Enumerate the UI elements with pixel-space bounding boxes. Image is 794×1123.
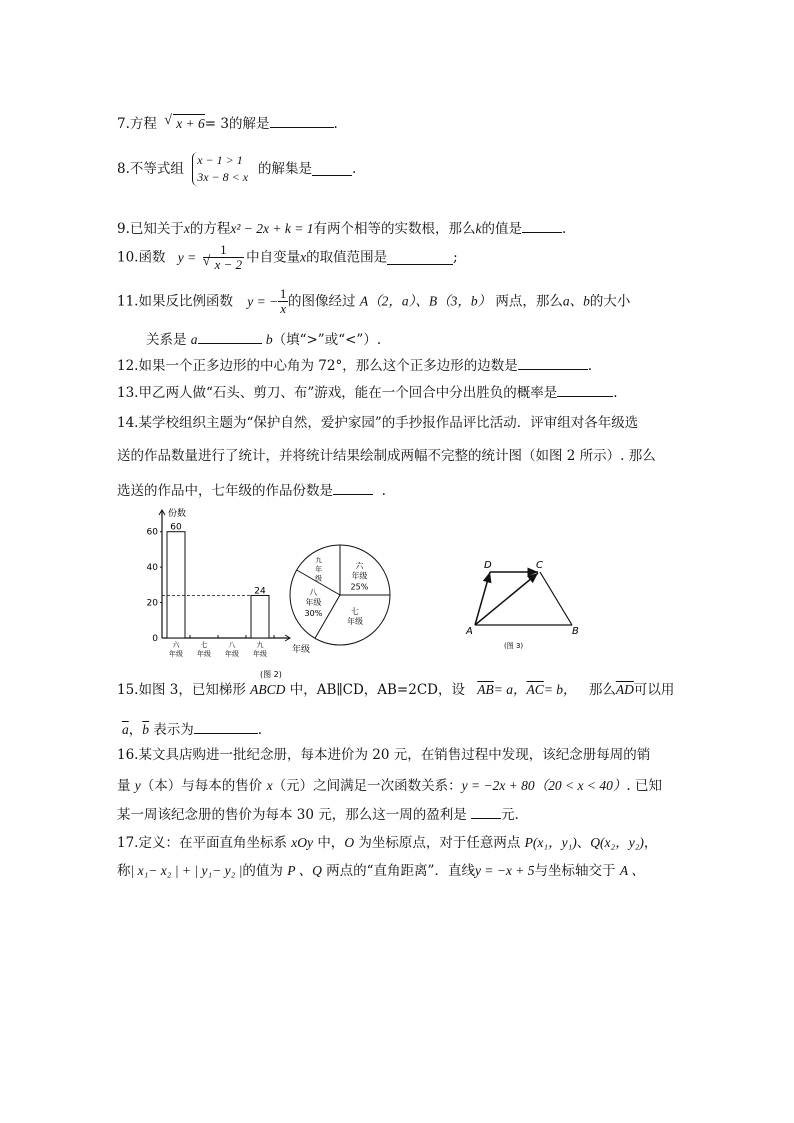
question-number: 10.	[117, 249, 139, 266]
point-label-b: B	[572, 626, 579, 637]
slice-label: 六	[355, 561, 364, 571]
y-tick-label: 60	[146, 527, 158, 538]
question-15-line-2: $\overline{a}$，$\overline{b}$ 表示为 .	[122, 722, 263, 738]
question-13: 13.甲乙两人做“石头、剪刀、布”游戏，能在一个回合中分出胜负的概率是 .	[117, 385, 618, 401]
slice-label: 八	[309, 588, 318, 598]
question-17-line-2: 称| x₁− x₂ | + | y₁− y₂ |的值为 P 、Q 两点的“直角距离”．直线y = −x + 5与坐标轴交于 A 、	[117, 863, 645, 879]
x-axis-label: 年级	[292, 645, 311, 655]
question-number: 9.	[117, 221, 130, 237]
figure-3	[460, 555, 590, 655]
slice-label: 级	[315, 574, 323, 583]
question-14-line-3: 选送的作品中，七年级的作品份数是 .	[117, 483, 386, 499]
point-label-d: D	[484, 560, 492, 571]
question-11-line-2: 关系是 a b（填“>”或“<”）.	[146, 332, 382, 348]
fraction: $\frac{1}{x}$	[279, 286, 287, 316]
question-10: 10.函数 y = 1 √ x − 2 中自变量x的取值范围是 ;	[117, 243, 458, 272]
y-tick-label: 0	[152, 634, 158, 644]
answer-blank	[471, 805, 501, 819]
answer-blank	[333, 481, 373, 495]
x-tick-label: 年级	[225, 650, 239, 658]
x-tick-label: 九	[256, 641, 264, 649]
question-11: 11.如果反比例函数 y = − $\frac{1}{x}$ 的图像经过 A（2，a）、B（3，b） 两点，那么a、b的大小	[117, 286, 631, 316]
answer-blank	[522, 219, 562, 233]
vector-ac	[475, 573, 538, 625]
radical-expression: √ x + 6	[173, 114, 205, 133]
x-tick-label: 年级	[197, 650, 211, 658]
bar	[251, 595, 269, 638]
answer-blank	[557, 383, 613, 397]
question-16-line-3: 某一周该纪念册的售价为每本 30 元，那么这一周的盈利是 元.	[117, 807, 519, 823]
figure-2	[140, 502, 400, 682]
answer-blank	[387, 251, 453, 265]
x-tick-label: 六	[172, 641, 180, 649]
question-7: 7.方程 √ x + 6= 3的解是 .	[117, 114, 338, 133]
slice-label: 年级	[347, 616, 363, 626]
bar-chart	[147, 507, 310, 658]
question-17-line-1: 17.定义：在平面直角坐标系 xOy 中，O 为坐标原点，对于任意两点 P(x₁，y₁)、Q(x₂，y₂)，	[117, 835, 658, 851]
question-number: 7.	[117, 116, 130, 132]
inequality-system: x − 1 > 1 3x − 8 < x	[192, 152, 248, 186]
bar	[167, 532, 185, 638]
x-tick-label: 八	[228, 641, 236, 649]
figure-caption: (图 3)	[504, 642, 524, 650]
slice-value-label: 25%	[350, 582, 369, 592]
slice-label: 七	[351, 606, 359, 616]
question-14-line-1: 14.某学校组织主题为“保护自然，爱护家园”的手抄报作品评比活动．评审组对各年级选	[117, 415, 639, 431]
slice-value-label: 30%	[304, 609, 323, 619]
question-16-line-1: 16.某文具店购进一批纪念册，每本进价为 20 元，在销售过程中发现，该纪念册每周的销	[117, 747, 651, 763]
point-label-a: A	[466, 626, 473, 637]
answer-blank	[312, 162, 352, 176]
vector-ad	[475, 572, 490, 625]
y-tick-label: 20	[146, 598, 158, 609]
slice-label: 年级	[305, 598, 322, 608]
data-label: 60	[170, 522, 182, 533]
question-8: 8.不等式组 x − 1 > 1 3x − 8 < x 的解集是 .	[117, 153, 357, 184]
question-14-line-2: 送的作品数量进行了统计，并将统计结果绘制成两幅不完整的统计图（如图 2 所示）. 那么	[117, 448, 656, 464]
question-12: 12.如果一个正多边形的中心角为 72°，那么这个正多边形的边数是 .	[117, 358, 592, 374]
x-tick-label: 七	[200, 641, 208, 649]
question-16-line-2: 量 y（本）与每本的售价 x（元）之间满足一次函数关系：y = −2x + 80（20 < x < 40）. 已知	[117, 778, 662, 794]
question-number: 11.	[117, 293, 139, 310]
point-label-c: C	[536, 560, 543, 571]
answer-blank	[518, 356, 588, 370]
slice-label: 九	[315, 556, 323, 565]
y-axis-label: 份数	[168, 509, 187, 519]
question-9: 9.已知关于x的方程x² − 2x + k = 1有两个相等的实数根，那么k的值是 .	[117, 221, 567, 237]
question-number: 8.	[117, 161, 130, 177]
figure-caption: (图 2)	[260, 670, 282, 679]
answer-blank	[194, 720, 258, 734]
fraction: 1 √ x − 2	[203, 243, 245, 272]
segment-cb	[540, 572, 572, 625]
slice-label: 年级	[351, 571, 368, 581]
question-15: 15.如图 3，已知梯形 ABCD 中，AB∥CD，AB=2CD，设 $\overline{AB}= a$，$\overline{AC}= b$， 那么$\overline{AD}$可以用	[117, 682, 675, 698]
data-label: 24	[254, 586, 266, 597]
answer-blank	[198, 330, 262, 344]
x-tick-label: 年级	[253, 650, 267, 658]
answer-blank	[270, 114, 334, 128]
pie-chart	[290, 545, 390, 645]
y-tick-label: 40	[146, 563, 158, 574]
x-tick-label: 年级	[169, 650, 183, 658]
slice-label: 年	[315, 565, 323, 574]
